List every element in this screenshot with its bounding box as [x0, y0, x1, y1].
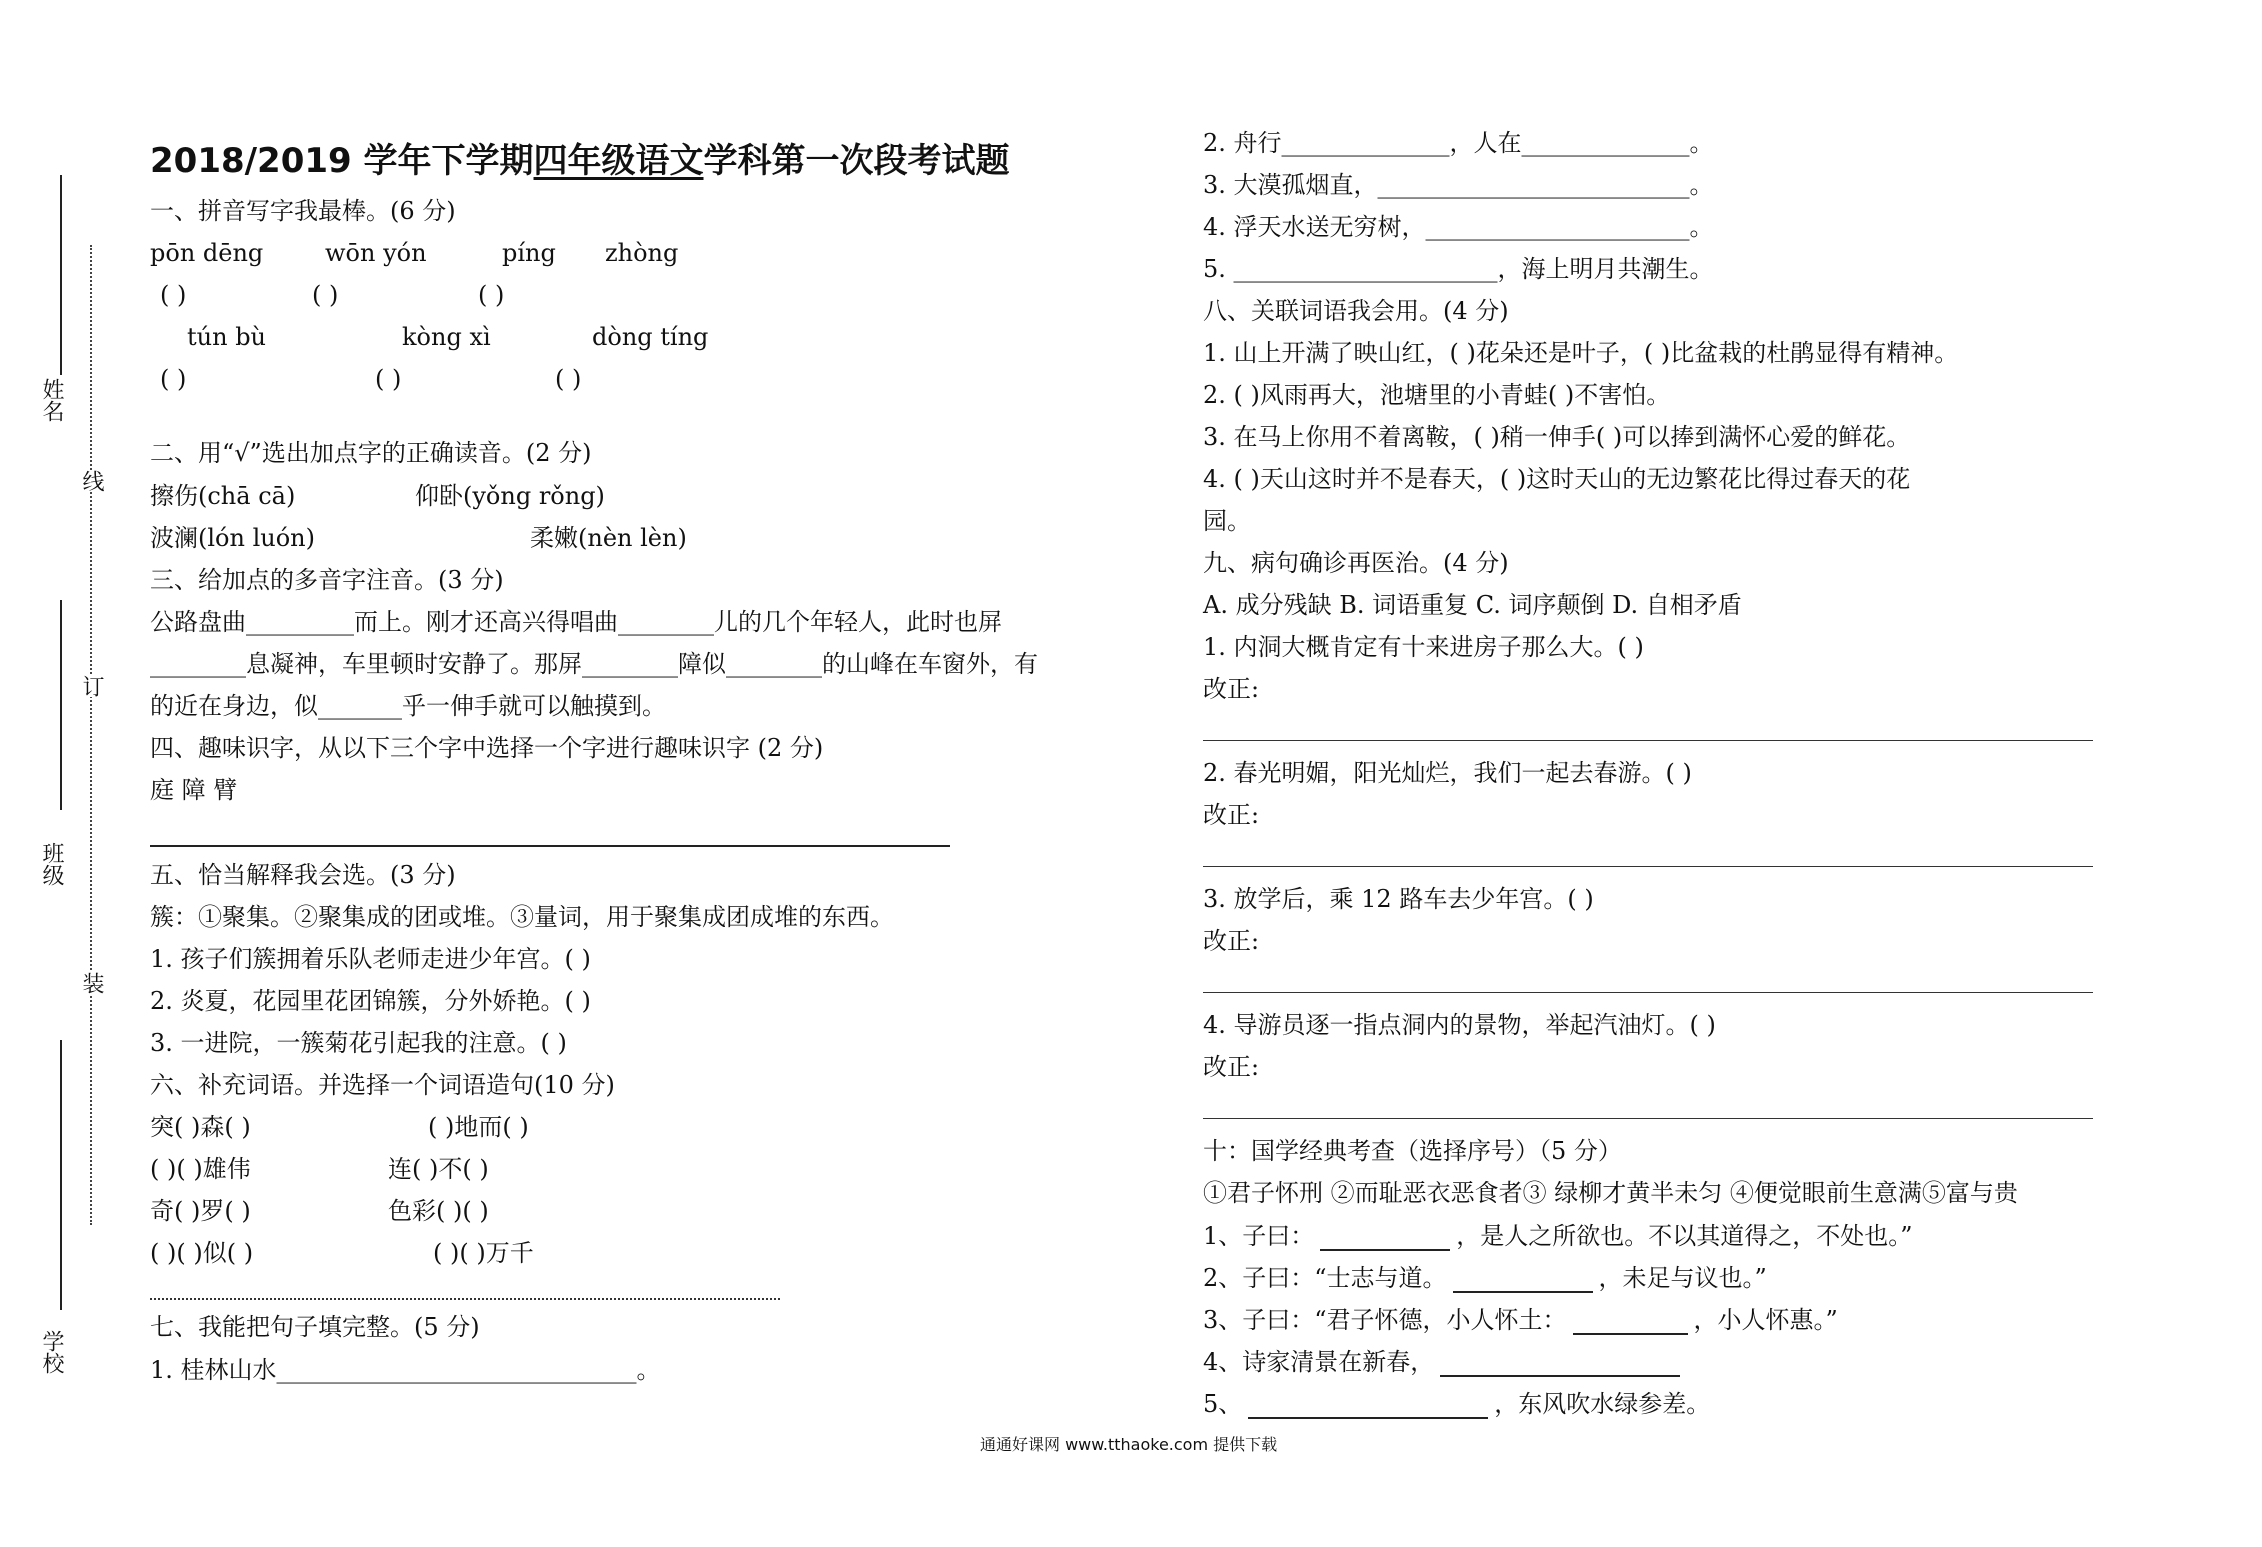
s7-question-5: 5. ______________________，海上明月共潮生。	[1203, 255, 1714, 283]
s6-answer-line	[150, 1298, 780, 1300]
s3-line-1: 公路盘曲_________而上。刚才还高兴得唱曲________儿的几个年轻人，此时也屏	[150, 608, 1002, 636]
s5-question-1: 1. 孩子们簇拥着乐队老师走进少年宫。( )	[150, 945, 591, 973]
s7-question-2: 2. 舟行______________，人在______________。	[1203, 129, 1714, 157]
s2-item-1: 擦伤(chā cā)	[150, 482, 296, 510]
footer-source: 通通好课网 www.tthaoke.com 提供下载	[980, 1435, 1278, 1454]
s1-box-3: ( )	[478, 281, 505, 309]
s10-question-1	[1203, 1221, 1913, 1251]
s10-q3-blank[interactable]	[1573, 1311, 1688, 1335]
s10-question-3	[1203, 1305, 1838, 1335]
page-title	[150, 133, 1010, 182]
s6-item-7: ( )( )似( )	[150, 1239, 254, 1267]
s1-pinyin-7: dòng tíng	[592, 323, 709, 351]
binding-xian: 线	[76, 470, 107, 492]
s9-question-4: 4. 导游员逐一指点洞内的景物，举起汽油灯。( )	[1203, 1011, 1716, 1039]
s8-question-3: 3. 在马上你用不着离鞍，( )稍一伸手( )可以捧到满怀心爱的鲜花。	[1203, 423, 1911, 451]
s5-definition: 簇：①聚集。②聚集成的团或堆。③量词，用于聚集成团成堆的东西。	[150, 903, 894, 931]
s6-item-6: 色彩( )( )	[388, 1197, 489, 1225]
s10-question-2	[1203, 1263, 1767, 1293]
class-label: 班级	[39, 842, 64, 886]
s2-item-4: 柔嫩(nèn lèn)	[530, 524, 687, 552]
s5-question-3: 3. 一进院，一簇菊花引起我的注意。( )	[150, 1029, 567, 1057]
s9-answer-line-4	[1203, 1118, 2093, 1119]
name-label: 姓名	[39, 378, 64, 422]
s1-pinyin-2: wōn yón	[325, 239, 427, 267]
s3-line-2: ________息凝神，车里顿时安静了。那屏________障似________的山峰在车窗外，有	[150, 650, 1038, 678]
s10-q3-suffix: ，小人怀惠。”	[1693, 1306, 1838, 1334]
s1-box-6: ( )	[555, 365, 582, 393]
s1-pinyin-5: tún bù	[187, 323, 267, 351]
s1-pinyin-4: zhòng	[605, 239, 679, 267]
s3-line-3: 的近在身边，似_______乎一伸手就可以触摸到。	[150, 692, 666, 720]
s9-question-1: 1. 内洞大概肯定有十来进房子那么大。( )	[1203, 633, 1644, 661]
s10-q2-suffix: ，未足与议也。”	[1598, 1264, 1767, 1292]
s4-chars: 庭 障 臂	[150, 776, 238, 804]
s7-question-3: 3. 大漠孤烟直，__________________________。	[1203, 171, 1714, 199]
binding-line-bottom	[60, 1040, 62, 1310]
s5-question-2: 2. 炎夏，花园里花团锦簇，分外娇艳。( )	[150, 987, 591, 1015]
s6-item-8: ( )( )万千	[433, 1239, 534, 1267]
s10-options: ①君子怀刑 ②而耻恶衣恶食者③ 绿柳才黄半未匀 ④便觉眼前生意满⑤富与贵	[1203, 1179, 2018, 1207]
s9-answer-line-2	[1203, 866, 2093, 867]
s1-box-4: ( )	[160, 365, 187, 393]
s10-question-4	[1203, 1347, 1686, 1377]
s9-fix-label-3: 改正:	[1203, 927, 1260, 955]
s10-q1-blank[interactable]	[1320, 1227, 1450, 1251]
binding-line-mid	[60, 600, 62, 810]
s7-title: 七、我能把句子填完整。(5 分)	[150, 1313, 480, 1341]
s10-q5-prefix: 5、	[1203, 1390, 1243, 1418]
title-part-4: 学科第一次段考试题	[703, 141, 1010, 181]
s10-q1-prefix: 1、子曰：	[1203, 1222, 1315, 1250]
s1-box-1: ( )	[160, 281, 187, 309]
s4-answer-line	[150, 845, 950, 847]
s8-question-4: 4. ( )天山这时并不是春天，( )这时天山的无边繁花比得过春天的花	[1203, 465, 1911, 493]
s1-pinyin-1: pōn dēng	[150, 239, 264, 267]
s6-item-2: ( )地而( )	[428, 1113, 529, 1141]
binding-ding: 订	[76, 675, 107, 697]
s10-q1-suffix: ，是人之所欲也。不以其道得之，不处也。”	[1456, 1222, 1913, 1250]
s7-question-4: 4. 浮天水送无穷树，______________________。	[1203, 213, 1714, 241]
s10-q4-prefix: 4、诗家清景在新春，	[1203, 1348, 1435, 1376]
s6-item-3: ( )( )雄伟	[150, 1155, 251, 1183]
s9-fix-label-2: 改正:	[1203, 801, 1260, 829]
school-label: 学校	[39, 1330, 64, 1374]
title-part-2: 四年级	[533, 141, 636, 181]
s9-fix-label-4: 改正:	[1203, 1053, 1260, 1081]
s1-title: 一、拼音写字我最棒。(6 分)	[150, 197, 456, 225]
binding-line-top	[60, 175, 62, 375]
s1-box-2: ( )	[312, 281, 339, 309]
s10-title: 十：国学经典考查（选择序号）（5 分）	[1203, 1137, 1622, 1165]
s9-fix-label-1: 改正:	[1203, 675, 1260, 703]
s2-item-2: 仰卧(yǒng rǒng)	[415, 482, 605, 510]
binding-zhuang: 装	[76, 972, 107, 994]
s10-q5-suffix: ，东风吹水绿参差。	[1494, 1390, 1711, 1418]
s6-title: 六、补充词语。并选择一个词语造句(10 分)	[150, 1071, 615, 1099]
s6-item-4: 连( )不( )	[388, 1155, 489, 1183]
s2-title: 二、用“√”选出加点字的正确读音。(2 分)	[150, 439, 592, 467]
s9-question-2: 2. 春光明媚，阳光灿烂，我们一起去春游。( )	[1203, 759, 1692, 787]
s6-item-5: 奇( )罗( )	[150, 1197, 251, 1225]
s9-answer-line-1	[1203, 740, 2093, 741]
s8-question-1: 1. 山上开满了映山红，( )花朵还是叶子，( )比盆栽的杜鹃显得有精神。	[1203, 339, 1959, 367]
s2-item-3: 波澜(lón luón)	[150, 524, 315, 552]
s10-q3-prefix: 3、子曰：“君子怀德，小人怀土：	[1203, 1306, 1567, 1334]
s10-q2-prefix: 2、子曰：“士志与道。	[1203, 1264, 1447, 1292]
s7-question-1: 1. 桂林山水______________________________。	[150, 1356, 661, 1384]
s9-title: 九、病句确诊再医治。(4 分)	[1203, 549, 1509, 577]
title-part-3: 语文	[635, 141, 704, 181]
s10-q2-blank[interactable]	[1453, 1269, 1593, 1293]
s8-question-2: 2. ( )风雨再大，池塘里的小青蛙( )不害怕。	[1203, 381, 1671, 409]
s9-question-3: 3. 放学后，乘 12 路车去少年宫。( )	[1203, 885, 1594, 913]
s1-pinyin-3: píng	[502, 239, 556, 267]
s5-title: 五、恰当解释我会选。(3 分)	[150, 861, 456, 889]
s1-pinyin-6: kòng xì	[402, 323, 491, 351]
s8-question-4-cont: 园。	[1203, 507, 1251, 535]
s10-q5-blank[interactable]	[1248, 1395, 1488, 1419]
s9-answer-line-3	[1203, 992, 2093, 993]
s8-title: 八、关联词语我会用。(4 分)	[1203, 297, 1509, 325]
s6-item-1: 突( )森( )	[150, 1113, 251, 1141]
s1-box-5: ( )	[375, 365, 402, 393]
s3-title: 三、给加点的多音字注音。(3 分)	[150, 566, 504, 594]
binding-dotted-line	[90, 245, 92, 1225]
title-part-1: 2018/2019 学年下学期	[150, 141, 534, 181]
s10-question-5	[1203, 1389, 1710, 1419]
s10-q4-blank[interactable]	[1440, 1353, 1680, 1377]
s4-title: 四、趣味识字，从以下三个字中选择一个字进行趣味识字 (2 分)	[150, 734, 824, 762]
s9-options: A. 成分残缺 B. 词语重复 C. 词序颠倒 D. 自相矛盾	[1203, 591, 1742, 619]
